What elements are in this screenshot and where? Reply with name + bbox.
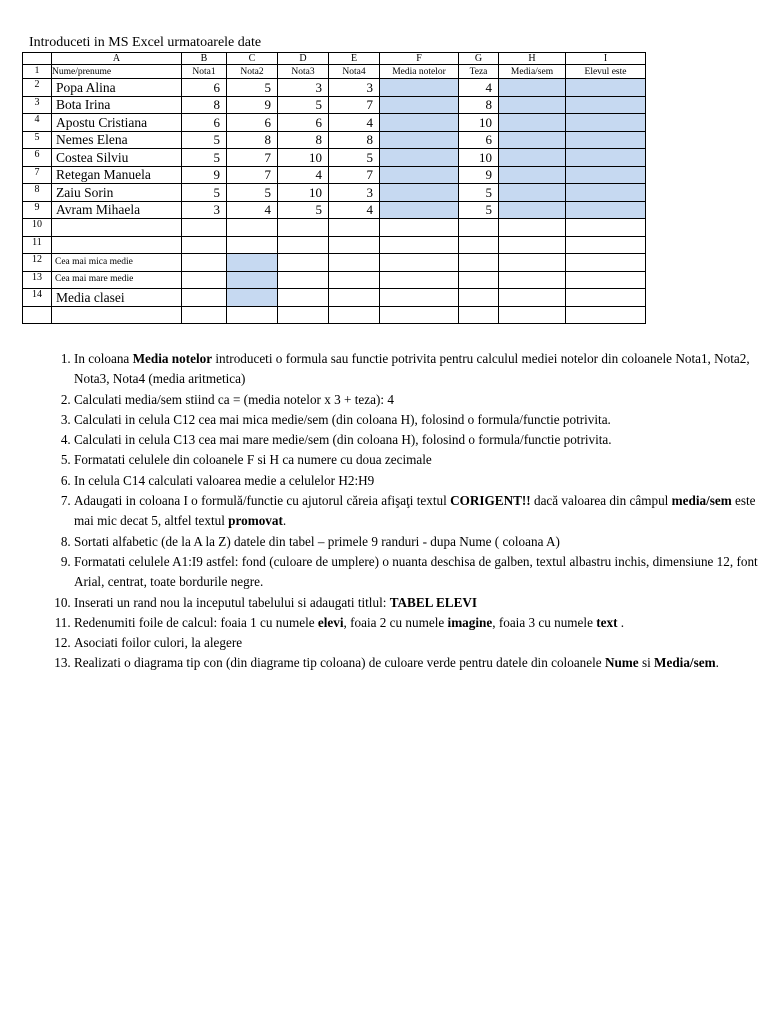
header-cell: Nota1: [182, 65, 227, 79]
task-text: introduceti o formula sau functie potrivita pentru calculul mediei notelor din coloanele Nota1, Nota2, Nota3, Nota4 (media aritmetica): [74, 351, 750, 387]
elevul-este-cell: [566, 201, 646, 219]
task-item: [74, 471, 764, 491]
header-cell: Media/sem: [499, 65, 566, 79]
row-number: 4: [23, 114, 52, 132]
row-number: 11: [23, 236, 52, 254]
grade-cell: 3: [329, 79, 380, 97]
task-item: [74, 593, 764, 613]
header-cell: Nota3: [278, 65, 329, 79]
media-notelor-cell: [380, 166, 459, 184]
empty-cell: [499, 306, 566, 324]
empty-cell: [182, 289, 227, 307]
c-cell: [227, 219, 278, 237]
task-item: [74, 430, 764, 450]
task-item: [74, 450, 764, 470]
task-text: Calculati in celula C12 cea mai mica medie/sem (din coloana H), folosind o formula/functie potrivita.: [74, 411, 611, 427]
teza-cell: 10: [459, 149, 499, 167]
empty-cell: [182, 306, 227, 324]
task-text: .: [617, 614, 625, 630]
table-row: [23, 131, 646, 149]
empty-cell: [329, 306, 380, 324]
c-cell: [227, 306, 278, 324]
empty-cell: [459, 271, 499, 289]
task-text: Asociati foilor culori, la alegere: [74, 635, 243, 651]
task-text: Redenumiti foile de calcul: foaia 1 cu numele: [74, 614, 318, 630]
grade-cell: 6: [182, 79, 227, 97]
name-cell: Avram Mihaela: [52, 201, 182, 219]
empty-cell: [329, 236, 380, 254]
grade-cell: 9: [182, 166, 227, 184]
task-text: Calculati in celula C13 cea mai mare medie/sem (din coloana H), folosind o formula/functie potrivita.: [74, 432, 612, 448]
grade-cell: 4: [329, 114, 380, 132]
grade-cell: 4: [227, 201, 278, 219]
task-bold-text: TABEL ELEVI: [389, 594, 478, 610]
media-sem-cell: [499, 79, 566, 97]
task-text: Realizati o diagrama tip con (din diagrame tip coloana) de culoare verde pentru datele din coloanele: [74, 655, 605, 671]
task-item: [74, 349, 764, 390]
teza-cell: 9: [459, 166, 499, 184]
empty-cell: [566, 289, 646, 307]
empty-cell: [566, 306, 646, 324]
grade-cell: 5: [182, 149, 227, 167]
teza-cell: 6: [459, 131, 499, 149]
empty-cell: [459, 289, 499, 307]
column-letters-row: [23, 53, 646, 65]
elevul-este-cell: [566, 79, 646, 97]
media-sem-cell: [499, 149, 566, 167]
grade-cell: 4: [278, 166, 329, 184]
media-sem-cell: [499, 166, 566, 184]
row-number: 2: [23, 79, 52, 97]
task-text: Formatati celulele A1:I9 astfel: fond (culoare de umplere) o nuanta deschisa de galben, textul albastru inchis, dimensiune 12, font Arial, centrat, toate bordurile negre.: [74, 553, 758, 590]
grade-cell: 5: [278, 96, 329, 114]
grade-cell: 5: [182, 184, 227, 202]
task-bold-text: elevi: [317, 614, 344, 630]
empty-cell: [459, 306, 499, 324]
task-item: [74, 613, 764, 633]
grade-cell: 5: [182, 131, 227, 149]
task-bold-text: CORIGENT!!: [450, 493, 531, 509]
task-text: .: [282, 513, 287, 529]
media-sem-cell: [499, 114, 566, 132]
grade-cell: 3: [278, 79, 329, 97]
row-number: 1: [23, 65, 52, 79]
row-number: 5: [23, 131, 52, 149]
name-cell: Costea Silviu: [52, 149, 182, 167]
empty-cell: [182, 219, 227, 237]
grade-cell: 10: [278, 149, 329, 167]
task-text: Formatati celulele din coloanele F si H ca numere cu doua zecimale: [74, 452, 432, 468]
table-row: [23, 236, 646, 254]
media-notelor-cell: [380, 184, 459, 202]
column-letter: F: [380, 53, 459, 65]
name-cell: Bota Irina: [52, 96, 182, 114]
grade-cell: 3: [182, 201, 227, 219]
empty-cell: [182, 236, 227, 254]
task-text: In coloana: [74, 351, 133, 366]
task-bold-text: Media notelor: [132, 351, 213, 366]
empty-cell: [329, 271, 380, 289]
row-number: 9: [23, 201, 52, 219]
media-notelor-cell: [380, 114, 459, 132]
media-notelor-cell: [380, 149, 459, 167]
task-item: [74, 532, 764, 552]
elevul-este-cell: [566, 114, 646, 132]
row-number: 3: [23, 96, 52, 114]
grade-cell: 3: [329, 184, 380, 202]
grade-cell: 6: [227, 114, 278, 132]
media-sem-cell: [499, 131, 566, 149]
corner-cell: [23, 53, 52, 65]
grade-cell: 5: [278, 201, 329, 219]
row-number: 6: [23, 149, 52, 167]
empty-cell: [278, 236, 329, 254]
empty-cell: [499, 254, 566, 272]
grade-cell: 8: [182, 96, 227, 114]
task-text: si: [638, 655, 655, 671]
empty-cell: [182, 271, 227, 289]
column-letter: G: [459, 53, 499, 65]
elevul-este-cell: [566, 96, 646, 114]
task-text: Adaugati in coloana I o formulă/functie cu ajutorul căreia afişaţi textul: [74, 493, 451, 509]
header-cell: Nume/prenume: [52, 65, 182, 79]
empty-cell: [278, 254, 329, 272]
empty-cell: [566, 254, 646, 272]
task-text: , foaia 2 cu numele: [343, 614, 448, 630]
grade-cell: 6: [278, 114, 329, 132]
task-bold-text: promovat: [228, 513, 283, 529]
task-text: .: [715, 655, 719, 671]
task-bold-text: Nume: [604, 655, 639, 671]
empty-cell: [499, 219, 566, 237]
task-text: este mai mic decat 5, altfel textul: [74, 493, 756, 529]
empty-cell: [182, 254, 227, 272]
table-row: [23, 201, 646, 219]
table-row: [23, 289, 646, 307]
teza-cell: 5: [459, 184, 499, 202]
elevul-este-cell: [566, 149, 646, 167]
empty-cell: [278, 306, 329, 324]
teza-cell: 10: [459, 114, 499, 132]
table-row: [23, 79, 646, 97]
empty-cell: [499, 271, 566, 289]
task-list: [46, 349, 764, 674]
grade-cell: 7: [329, 166, 380, 184]
empty-cell: [329, 219, 380, 237]
label-cell: [52, 306, 182, 324]
grade-cell: 7: [227, 149, 278, 167]
label-cell: Cea mai mare medie: [52, 271, 182, 289]
task-item: [74, 552, 764, 593]
table-row: [23, 149, 646, 167]
column-letter: H: [499, 53, 566, 65]
header-cell: Nota4: [329, 65, 380, 79]
c-cell: [227, 289, 278, 307]
c-cell: [227, 236, 278, 254]
grade-cell: 5: [227, 79, 278, 97]
task-text: Calculati media/sem stiind ca = (media notelor x 3 + teza): 4: [74, 391, 394, 407]
task-item: [74, 390, 764, 410]
grade-cell: 8: [278, 131, 329, 149]
teza-cell: 5: [459, 201, 499, 219]
row-number: 7: [23, 166, 52, 184]
name-cell: Zaiu Sorin: [52, 184, 182, 202]
grade-cell: 8: [329, 131, 380, 149]
table-row: [23, 96, 646, 114]
empty-cell: [278, 271, 329, 289]
column-letter: E: [329, 53, 380, 65]
header-row: [23, 65, 646, 79]
spreadsheet-table: [22, 52, 646, 324]
media-sem-cell: [499, 184, 566, 202]
task-text: dacă valoarea din câmpul: [530, 493, 672, 509]
grade-cell: 7: [227, 166, 278, 184]
empty-cell: [499, 236, 566, 254]
empty-cell: [380, 219, 459, 237]
table-row: [23, 254, 646, 272]
name-cell: Popa Alina: [52, 79, 182, 97]
task-bold-text: text: [596, 614, 618, 630]
grade-cell: 4: [329, 201, 380, 219]
column-letter: B: [182, 53, 227, 65]
empty-cell: [380, 306, 459, 324]
label-cell: [52, 219, 182, 237]
row-number: 12: [23, 254, 52, 272]
row-number: 13: [23, 271, 52, 289]
teza-cell: 4: [459, 79, 499, 97]
empty-cell: [566, 236, 646, 254]
empty-cell: [566, 271, 646, 289]
intro-text: Introduceti in MS Excel urmatoarele date: [29, 35, 262, 50]
header-cell: Nota2: [227, 65, 278, 79]
task-item: [74, 633, 764, 653]
name-cell: Nemes Elena: [52, 131, 182, 149]
table-row: [23, 306, 646, 324]
c-cell: [227, 254, 278, 272]
row-number: 10: [23, 219, 52, 237]
label-cell: [52, 236, 182, 254]
empty-cell: [380, 289, 459, 307]
task-item: [74, 491, 764, 532]
task-bold-text: Media/sem: [654, 655, 716, 671]
c-cell: [227, 271, 278, 289]
column-letter: D: [278, 53, 329, 65]
elevul-este-cell: [566, 166, 646, 184]
empty-cell: [459, 219, 499, 237]
label-cell: Media clasei: [52, 289, 182, 307]
header-cell: Elevul este: [566, 65, 646, 79]
task-text: In celula C14 calculati valoarea medie a celulelor H2:H9: [74, 472, 375, 488]
empty-cell: [459, 236, 499, 254]
table-row: [23, 114, 646, 132]
task-bold-text: imagine: [447, 614, 493, 630]
media-notelor-cell: [380, 79, 459, 97]
row-number: [23, 306, 52, 324]
media-notelor-cell: [380, 96, 459, 114]
row-number: 8: [23, 184, 52, 202]
task-bold-text: media/sem: [671, 493, 732, 509]
table-row: [23, 184, 646, 202]
elevul-este-cell: [566, 184, 646, 202]
empty-cell: [499, 289, 566, 307]
empty-cell: [329, 289, 380, 307]
elevul-este-cell: [566, 131, 646, 149]
empty-cell: [380, 271, 459, 289]
media-notelor-cell: [380, 201, 459, 219]
task-text: , foaia 3 cu numele: [492, 614, 597, 630]
empty-cell: [329, 254, 380, 272]
media-notelor-cell: [380, 131, 459, 149]
empty-cell: [566, 219, 646, 237]
task-item: [74, 653, 764, 673]
grade-cell: 9: [227, 96, 278, 114]
empty-cell: [278, 289, 329, 307]
task-text: Inserati un rand nou la inceputul tabelului si adaugati titlul:: [74, 594, 390, 610]
column-letter: I: [566, 53, 646, 65]
media-sem-cell: [499, 96, 566, 114]
grade-cell: 7: [329, 96, 380, 114]
empty-cell: [278, 219, 329, 237]
row-number: 14: [23, 289, 52, 307]
grade-cell: 8: [227, 131, 278, 149]
header-cell: Teza: [459, 65, 499, 79]
empty-cell: [380, 254, 459, 272]
empty-cell: [459, 254, 499, 272]
task-text: Sortati alfabetic (de la A la Z) datele din tabel – primele 9 randuri - dupa Nume ( coloana A): [74, 533, 560, 549]
empty-cell: [380, 236, 459, 254]
header-cell: Media notelor: [380, 65, 459, 79]
teza-cell: 8: [459, 96, 499, 114]
table-row: [23, 271, 646, 289]
table-row: [23, 219, 646, 237]
name-cell: Retegan Manuela: [52, 166, 182, 184]
grade-cell: 10: [278, 184, 329, 202]
media-sem-cell: [499, 201, 566, 219]
name-cell: Apostu Cristiana: [52, 114, 182, 132]
column-letter: C: [227, 53, 278, 65]
table-row: [23, 166, 646, 184]
grade-cell: 6: [182, 114, 227, 132]
label-cell: Cea mai mica medie: [52, 254, 182, 272]
task-item: [74, 410, 764, 430]
column-letter: A: [52, 53, 182, 65]
grade-cell: 5: [227, 184, 278, 202]
grade-cell: 5: [329, 149, 380, 167]
